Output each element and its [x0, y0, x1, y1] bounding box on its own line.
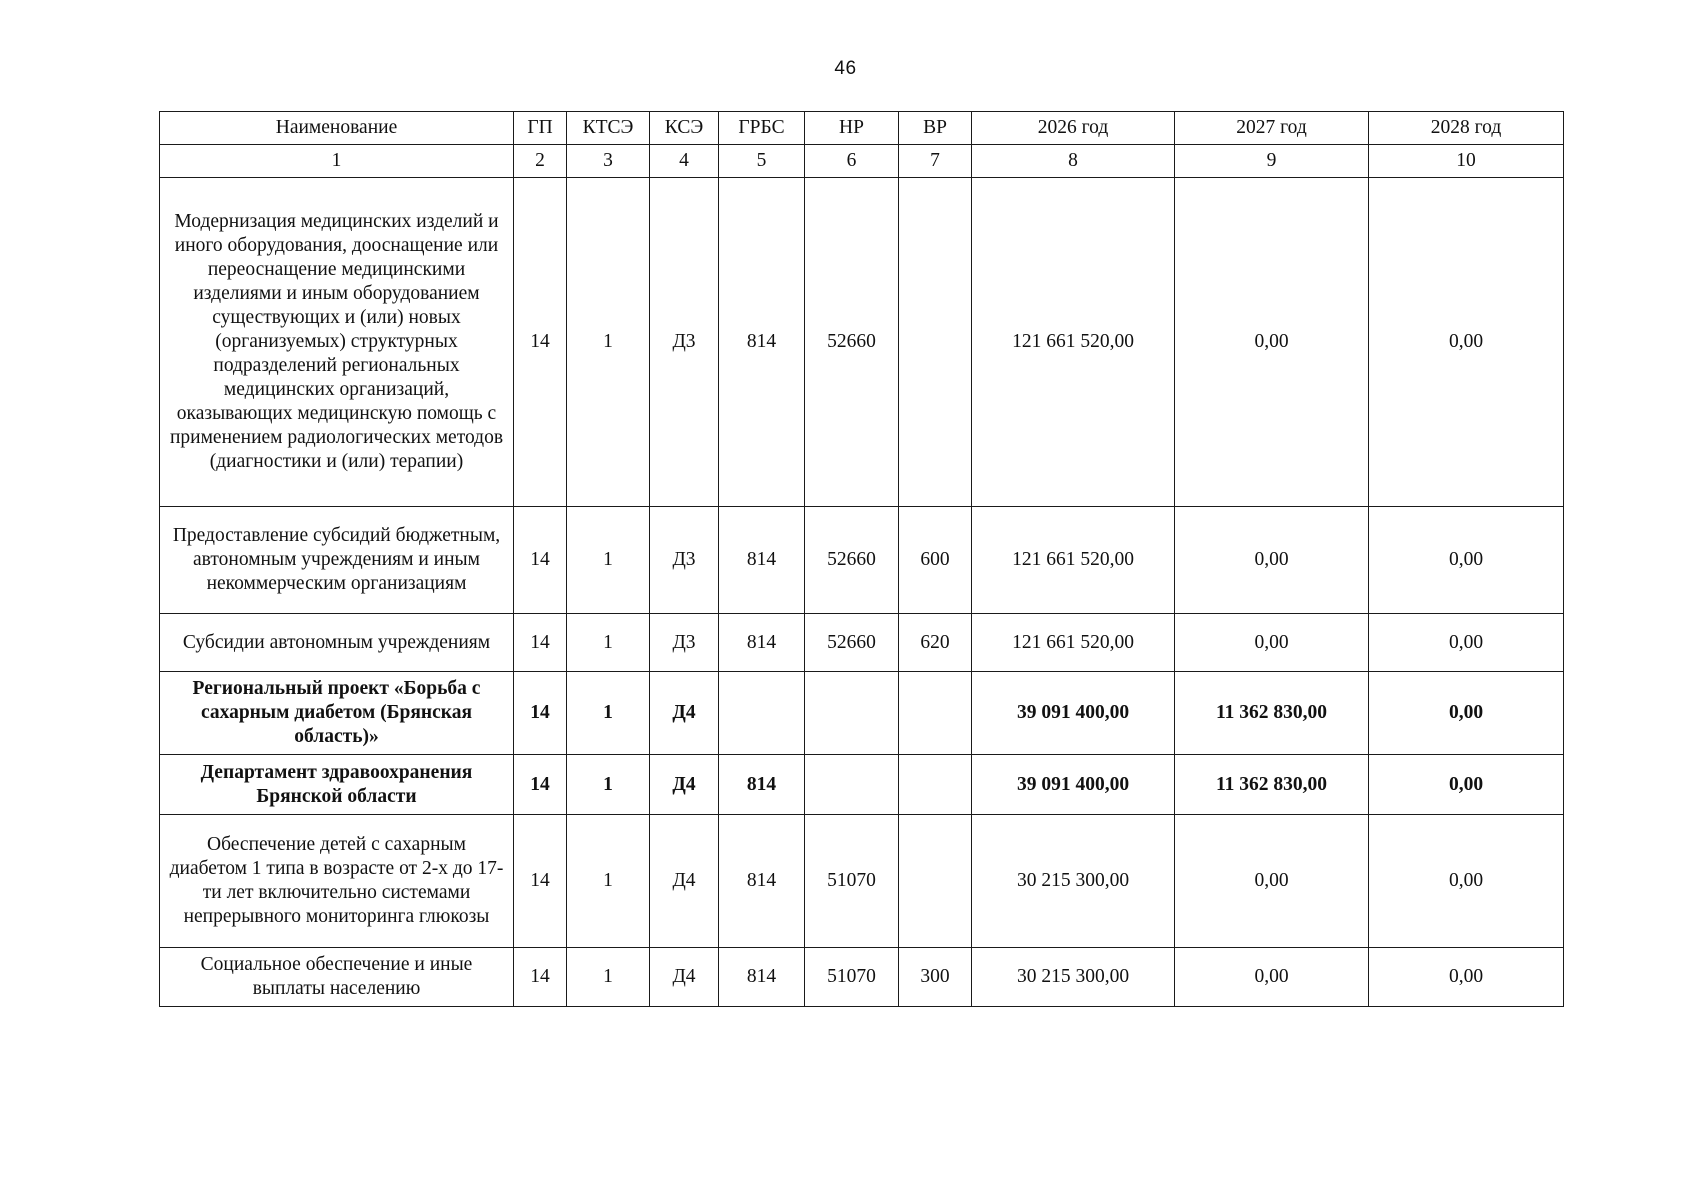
amount-2028-cell: 0,00 — [1369, 178, 1564, 507]
vr-cell — [899, 178, 972, 507]
row-name: Региональный проект «Борьба с сахарным диабетом (Брянская область)» — [160, 672, 514, 755]
nr-cell — [805, 755, 899, 815]
gp-cell: 14 — [514, 507, 567, 614]
row-name: Субсидии автономным учреждениям — [160, 614, 514, 672]
amount-2027-cell: 11 362 830,00 — [1175, 755, 1369, 815]
grbs-cell: 814 — [719, 178, 805, 507]
grbs-cell: 814 — [719, 507, 805, 614]
grbs-cell: 814 — [719, 614, 805, 672]
column-number-row — [160, 145, 1564, 178]
vr-cell — [899, 815, 972, 948]
amount-2026-cell: 121 661 520,00 — [972, 507, 1175, 614]
ktse-cell: 1 — [567, 672, 650, 755]
amount-2026-cell: 30 215 300,00 — [972, 815, 1175, 948]
ktse-cell: 1 — [567, 755, 650, 815]
col-header-2028: 2028 год — [1369, 112, 1564, 145]
col-header-gp: ГП — [514, 112, 567, 145]
column-number: 5 — [719, 145, 805, 178]
gp-cell: 14 — [514, 672, 567, 755]
amount-2028-cell: 0,00 — [1369, 815, 1564, 948]
ktse-cell: 1 — [567, 178, 650, 507]
column-number: 6 — [805, 145, 899, 178]
nr-cell: 52660 — [805, 507, 899, 614]
amount-2027-cell: 0,00 — [1175, 507, 1369, 614]
column-number: 1 — [160, 145, 514, 178]
amount-2026-cell: 39 091 400,00 — [972, 672, 1175, 755]
table-row — [160, 507, 1564, 614]
table-row — [160, 755, 1564, 815]
col-header-vr: ВР — [899, 112, 972, 145]
row-name: Обеспечение детей с сахарным диабетом 1 типа в возрасте от 2-х до 17-ти лет включительно системами непрерывного мониторинга глюкозы — [160, 815, 514, 948]
kse-cell: Д3 — [650, 614, 719, 672]
kse-cell: Д4 — [650, 755, 719, 815]
column-number: 8 — [972, 145, 1175, 178]
col-header-ktse: КТСЭ — [567, 112, 650, 145]
column-number: 10 — [1369, 145, 1564, 178]
grbs-cell: 814 — [719, 948, 805, 1007]
nr-cell: 52660 — [805, 614, 899, 672]
ktse-cell: 1 — [567, 614, 650, 672]
amount-2028-cell: 0,00 — [1369, 948, 1564, 1007]
table-row — [160, 178, 1564, 507]
gp-cell: 14 — [514, 178, 567, 507]
amount-2026-cell: 30 215 300,00 — [972, 948, 1175, 1007]
col-header-kse: КСЭ — [650, 112, 719, 145]
row-name: Социальное обеспечение и иные выплаты населению — [160, 948, 514, 1007]
nr-cell: 51070 — [805, 815, 899, 948]
kse-cell: Д3 — [650, 178, 719, 507]
kse-cell: Д4 — [650, 672, 719, 755]
col-header-name: Наименование — [160, 112, 514, 145]
col-header-2027: 2027 год — [1175, 112, 1369, 145]
column-number: 7 — [899, 145, 972, 178]
col-header-nr: НР — [805, 112, 899, 145]
page-number: 46 — [834, 58, 857, 79]
vr-cell — [899, 755, 972, 815]
amount-2026-cell: 121 661 520,00 — [972, 178, 1175, 507]
kse-cell: Д4 — [650, 948, 719, 1007]
nr-cell — [805, 672, 899, 755]
row-name: Предоставление субсидий бюджетным, автономным учреждениям и иным некоммерческим организациям — [160, 507, 514, 614]
amount-2026-cell: 121 661 520,00 — [972, 614, 1175, 672]
ktse-cell: 1 — [567, 948, 650, 1007]
vr-cell: 600 — [899, 507, 972, 614]
row-name: Модернизация медицинских изделий и иного оборудования, дооснащение или переоснащение медицинскими изделиями и иным оборудованием существующих и (или) новых (организуемых) структурных подразделений региональных медицинских организаций, оказывающих медицинскую помощь с применением радиологических методов (диагностики и (или) терапии) — [160, 178, 514, 507]
nr-cell: 52660 — [805, 178, 899, 507]
ktse-cell: 1 — [567, 815, 650, 948]
gp-cell: 14 — [514, 815, 567, 948]
column-number: 2 — [514, 145, 567, 178]
table-row — [160, 614, 1564, 672]
budget-table — [159, 111, 1564, 1007]
amount-2027-cell: 0,00 — [1175, 948, 1369, 1007]
column-number: 3 — [567, 145, 650, 178]
col-header-grbs: ГРБС — [719, 112, 805, 145]
gp-cell: 14 — [514, 948, 567, 1007]
ktse-cell: 1 — [567, 507, 650, 614]
amount-2027-cell: 0,00 — [1175, 815, 1369, 948]
vr-cell — [899, 672, 972, 755]
column-number: 9 — [1175, 145, 1369, 178]
kse-cell: Д4 — [650, 815, 719, 948]
table-row — [160, 815, 1564, 948]
table-row — [160, 948, 1564, 1007]
gp-cell: 14 — [514, 614, 567, 672]
row-name: Департамент здравоохранения Брянской области — [160, 755, 514, 815]
grbs-cell: 814 — [719, 755, 805, 815]
amount-2028-cell: 0,00 — [1369, 672, 1564, 755]
amount-2028-cell: 0,00 — [1369, 507, 1564, 614]
col-header-2026: 2026 год — [972, 112, 1175, 145]
kse-cell: Д3 — [650, 507, 719, 614]
amount-2026-cell: 39 091 400,00 — [972, 755, 1175, 815]
amount-2027-cell: 0,00 — [1175, 178, 1369, 507]
amount-2028-cell: 0,00 — [1369, 614, 1564, 672]
grbs-cell: 814 — [719, 815, 805, 948]
column-number: 4 — [650, 145, 719, 178]
amount-2027-cell: 11 362 830,00 — [1175, 672, 1369, 755]
table-body — [160, 145, 1564, 1007]
grbs-cell — [719, 672, 805, 755]
table-row — [160, 672, 1564, 755]
nr-cell: 51070 — [805, 948, 899, 1007]
header-row — [160, 112, 1564, 145]
vr-cell: 300 — [899, 948, 972, 1007]
amount-2028-cell: 0,00 — [1369, 755, 1564, 815]
gp-cell: 14 — [514, 755, 567, 815]
amount-2027-cell: 0,00 — [1175, 614, 1369, 672]
vr-cell: 620 — [899, 614, 972, 672]
